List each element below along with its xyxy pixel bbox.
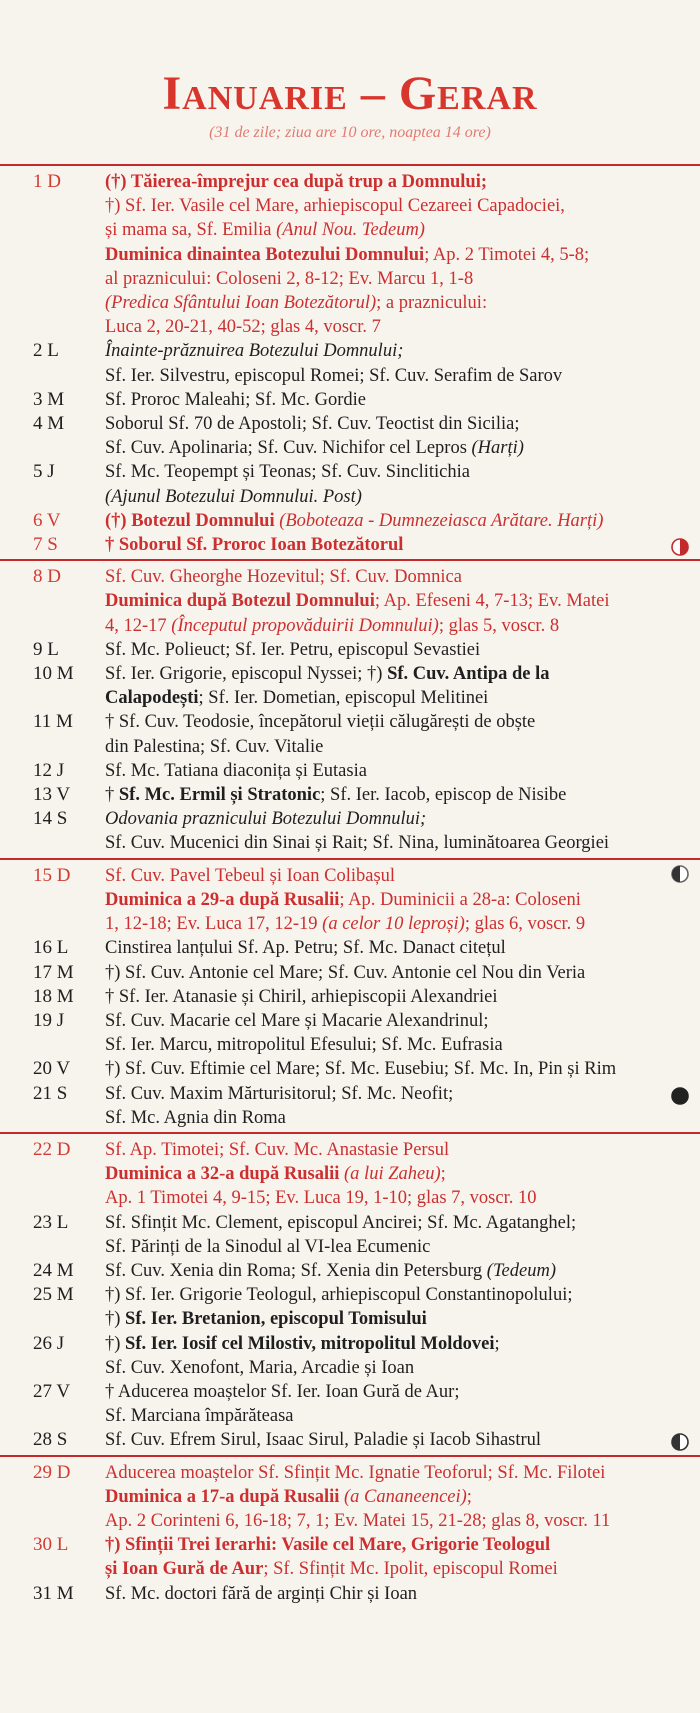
day-label: 29 D: [33, 1461, 71, 1483]
entry-line: [105, 614, 685, 638]
entry-line: [105, 831, 685, 855]
day-row: [0, 807, 700, 855]
entry-segment: ; Sf. Ier. Dometian, episcopul Melitinei: [198, 688, 489, 709]
day-label: 28 S: [33, 1429, 68, 1451]
day-label: 9 L: [33, 638, 59, 660]
day-row: [0, 1283, 700, 1331]
day-label: 8 D: [33, 566, 61, 588]
day-label: 24 M: [33, 1259, 74, 1281]
day-label: 17 M: [33, 961, 74, 983]
entry-line: [105, 291, 685, 315]
month-subtitle: (31 de zile; ziua are 10 ore, noaptea 14 ore): [209, 124, 491, 141]
entry-segment: (a lui Zaheu): [344, 1164, 441, 1185]
entry-segment: al praznicului: Coloseni 2, 8-12; Ev. Marcu 1, 1-8: [105, 268, 474, 289]
entry-line: [105, 1509, 685, 1533]
day-label: 7 S: [33, 534, 58, 556]
day-row: [0, 1259, 700, 1283]
day-label: 18 M: [33, 985, 74, 1007]
day-row: [0, 783, 700, 807]
entry-line: [105, 412, 685, 436]
day-entries: [105, 533, 685, 557]
day-label: 31 M: [33, 1582, 74, 1604]
entry-line: [105, 243, 685, 267]
day-entries: [105, 1082, 685, 1130]
entry-line: [105, 1235, 685, 1259]
entry-line: [105, 1428, 685, 1452]
entry-segment: Sf. Mc. Agnia din Roma: [105, 1107, 286, 1128]
day-row: [0, 858, 700, 937]
entry-line: [105, 1211, 685, 1235]
entry-segment: (†) Tăierea-împrejur cea după trup a Domnului;: [105, 172, 487, 192]
day-label: 16 L: [33, 937, 69, 959]
day-row: [0, 339, 700, 387]
day-entries: [105, 1138, 685, 1211]
day-entries: [105, 388, 685, 412]
day-row: [0, 1428, 700, 1452]
day-label: 11 M: [33, 711, 73, 733]
entry-line: [105, 662, 685, 686]
day-label: 3 M: [33, 388, 65, 410]
month-title: Ianuarie – Gerar: [162, 67, 538, 120]
entry-segment: Sf. Ier. Grigorie, episcopul Nyssei; †): [105, 664, 388, 685]
day-entries: [105, 638, 685, 662]
entry-line: [105, 436, 685, 460]
entry-segment: † Sf. Ier. Atanasie și Chiril, arhiepiscopii Alexandriei: [105, 986, 498, 1007]
entry-line: [105, 1557, 685, 1581]
entry-segment: Înainte-prăznuirea Botezului Domnului;: [105, 341, 404, 362]
day-label: 19 J: [33, 1009, 65, 1031]
entry-segment: Soborul Sf. 70 de Apostoli; Sf. Cuv. Teoctist din Sicilia;: [105, 414, 520, 435]
entry-segment: (Tedeum): [486, 1260, 556, 1281]
entry-line: [105, 1186, 685, 1210]
entry-segment: Sf. Cuv. Mucenici din Sinai și Rait; Sf. Nina, luminătoarea Georgiei: [105, 833, 610, 854]
day-entries: [105, 1211, 685, 1259]
entry-segment: †) Sf. Ier. Vasile cel Mare, arhiepiscopul Cezareei Capadociei,: [105, 196, 565, 217]
day-label: 21 S: [33, 1082, 68, 1104]
entry-segment: Sf. Mc. Teopempt și Teonas; Sf. Cuv. Sinclitichia: [105, 462, 470, 483]
day-row: [0, 1533, 700, 1581]
entry-line: [105, 170, 685, 194]
day-label: 15 D: [33, 864, 71, 886]
day-row: [0, 1132, 700, 1211]
day-row: [0, 388, 700, 412]
day-row: [0, 961, 700, 985]
day-label: 30 L: [33, 1534, 69, 1556]
entry-segment: Sf. Părinți de la Sinodul al VI-lea Ecumenic: [105, 1236, 431, 1257]
entry-segment: Sf. Ier. Bretanion, episcopul Tomisului: [125, 1309, 427, 1330]
day-row: [0, 164, 700, 339]
entry-segment: Duminica a 17-a după Rusalii: [105, 1486, 345, 1507]
day-entries: [105, 783, 685, 807]
entry-line: [105, 1033, 685, 1057]
entry-segment: †) Sf. Cuv. Eftimie cel Mare; Sf. Mc. Eusebiu; Sf. Mc. In, Pin și Rim: [105, 1059, 617, 1080]
day-entries: [105, 1380, 685, 1428]
day-entries: [105, 662, 685, 710]
entry-segment: Sf. Cuv. Antipa de la: [387, 664, 550, 685]
entry-line: [105, 710, 685, 734]
day-label: 26 J: [33, 1332, 65, 1354]
day-row: [0, 1211, 700, 1259]
entry-segment: Ap. 1 Timotei 4, 9-15; Ev. Luca 19, 1-10; glas 7, voscr. 10: [105, 1188, 537, 1209]
entry-segment: Aducerea moaștelor Sf. Sfințit Mc. Ignatie Teoforul; Sf. Mc. Filotei: [105, 1462, 606, 1483]
moon-phase-full-icon: [670, 864, 690, 884]
entry-line: [105, 638, 685, 662]
day-label: 23 L: [33, 1211, 69, 1233]
day-row: [0, 1082, 700, 1130]
entry-segment: Sf. Mc. Polieuct; Sf. Ier. Petru, episcopul Sevastiei: [105, 639, 481, 660]
entry-segment: ; Ap. Duminicii a 28-a: Coloseni: [339, 889, 581, 910]
entry-line: [105, 759, 685, 783]
calendar-list: [0, 162, 700, 1606]
day-entries: [105, 759, 685, 783]
entry-segment: (Ajunul Botezului Domnului. Post): [105, 486, 362, 507]
entry-segment: 1, 12-18; Ev. Luca 17, 12-19: [105, 914, 323, 935]
entry-segment: Sf. Cuv. Macarie cel Mare și Macarie Alexandrinul;: [105, 1010, 489, 1031]
day-entries: [105, 339, 685, 387]
entry-line: [105, 1259, 685, 1283]
entry-segment: Ap. 2 Corinteni 6, 16-18; 7, 1; Ev. Matei 15, 21-28; glas 8, voscr. 11: [105, 1510, 611, 1531]
entry-segment: †): [105, 1333, 126, 1354]
day-label: 12 J: [33, 759, 65, 781]
entry-line: [105, 1485, 685, 1509]
day-row: [0, 1332, 700, 1380]
entry-line: [105, 485, 685, 509]
day-entries: [105, 170, 685, 339]
day-row: [0, 1057, 700, 1081]
day-entries: [105, 936, 685, 960]
entry-segment: † Soborul Sf. Proroc Ioan Botezătorul: [105, 535, 404, 556]
entry-line: [105, 1582, 685, 1606]
entry-segment: ; Sf. Sfințit Mc. Ipolit, episcopul Romei: [263, 1559, 558, 1580]
entry-line: [105, 686, 685, 710]
entry-line: [105, 388, 685, 412]
day-row: [0, 985, 700, 1009]
day-row: [0, 533, 700, 557]
entry-segment: Sf. Ier. Marcu, mitropolitul Efesului; Sf. Mc. Eufrasia: [105, 1035, 503, 1056]
entry-line: [105, 1332, 685, 1356]
entry-line: [105, 194, 685, 218]
entry-line: [105, 735, 685, 759]
entry-segment: (Începutul propovăduirii Domnului): [171, 615, 439, 636]
entry-segment: †) Sfinții Trei Ierarhi: Vasile cel Mare, Grigorie Teologul: [105, 1535, 551, 1556]
entry-line: [105, 1082, 685, 1106]
entry-line: [105, 1106, 685, 1130]
entry-line: [105, 961, 685, 985]
day-entries: [105, 1461, 685, 1534]
entry-segment: Sf. Cuv. Xenia din Roma; Sf. Xenia din Petersburg: [105, 1260, 487, 1281]
entry-line: [105, 339, 685, 363]
entry-segment: Duminica după Botezul Domnului: [105, 591, 375, 612]
day-entries: [105, 412, 685, 460]
entry-segment: ;: [466, 1486, 472, 1507]
entry-segment: Sf. Ap. Timotei; Sf. Cuv. Mc. Anastasie Persul: [105, 1139, 450, 1160]
day-row: [0, 710, 700, 758]
day-label: 1 D: [33, 171, 61, 192]
day-entries: [105, 1057, 685, 1081]
entry-segment: ; glas 5, voscr. 8: [438, 615, 560, 636]
day-label: 6 V: [33, 509, 61, 531]
day-entries: [105, 864, 685, 937]
day-entries: [105, 1283, 685, 1331]
entry-line: [105, 533, 685, 557]
day-label: 25 M: [33, 1284, 74, 1306]
entry-segment: ; glas 6, voscr. 9: [464, 914, 586, 935]
entry-segment: (†) Botezul Domnului: [105, 510, 280, 531]
entry-segment: Sf. Cuv. Xenofont, Maria, Arcadie și Ioan: [105, 1357, 415, 1378]
entry-segment: Sf. Ier. Silvestru, episcopul Romei; Sf. Cuv. Serafim de Sarov: [105, 365, 563, 386]
day-entries: [105, 1332, 685, 1380]
entry-line: [105, 864, 685, 888]
entry-segment: Duminica dinaintea Botezului Domnului: [105, 244, 425, 265]
entry-segment: Sf. Sfințit Mc. Clement, episcopul Ancirei; Sf. Mc. Agatanghel;: [105, 1212, 577, 1233]
day-entries: [105, 1582, 685, 1606]
moon-phase-new-icon: [670, 1432, 690, 1452]
day-row: [0, 638, 700, 662]
day-entries: [105, 710, 685, 758]
entry-line: [105, 807, 685, 831]
day-entries: [105, 1428, 685, 1452]
entry-segment: ; a praznicului:: [376, 293, 488, 314]
entry-segment: Cinstirea lanțului Sf. Ap. Petru; Sf. Mc. Danact citețul: [105, 938, 506, 959]
day-row: [0, 662, 700, 710]
entry-line: [105, 1057, 685, 1081]
day-row: [0, 559, 700, 638]
entry-segment: (Predica Sfântului Ioan Botezătorul): [105, 293, 377, 314]
day-label: 4 M: [33, 413, 65, 435]
day-label: 13 V: [33, 784, 71, 806]
entry-line: [105, 589, 685, 613]
entry-line: [105, 218, 685, 242]
entry-segment: (a Cananeencei): [344, 1486, 467, 1507]
entry-line: [105, 888, 685, 912]
entry-segment: ; Ap. Efeseni 4, 7-13; Ev. Matei: [374, 591, 610, 612]
day-row: [0, 1582, 700, 1606]
entry-segment: ;: [494, 1333, 500, 1354]
entry-segment: Sf. Cuv. Apolinaria; Sf. Cuv. Nichifor cel Lepros: [105, 438, 472, 459]
entry-line: [105, 985, 685, 1009]
entry-segment: Duminica a 29-a după Rusalii: [105, 889, 340, 910]
moon-phase-first-icon: [670, 537, 690, 557]
entry-line: [105, 783, 685, 807]
entry-segment: †: [105, 785, 119, 806]
day-entries: [105, 565, 685, 638]
day-entries: [105, 807, 685, 855]
entry-segment: (Anul Nou. Tedeum): [276, 220, 425, 241]
entry-segment: †): [105, 1309, 126, 1330]
entry-line: [105, 565, 685, 589]
entry-segment: † Aducerea moaștelor Sf. Ier. Ioan Gură de Aur;: [105, 1381, 460, 1402]
day-row: [0, 936, 700, 960]
entry-line: [105, 1356, 685, 1380]
entry-segment: Duminica a 32-a după Rusalii: [105, 1164, 345, 1185]
day-row: [0, 460, 700, 508]
entry-line: [105, 912, 685, 936]
entry-segment: Sf. Cuv. Gheorghe Hozevitul; Sf. Cuv. Domnica: [105, 567, 462, 588]
day-label: 5 J: [33, 461, 55, 483]
entry-segment: Sf. Marciana împărăteasa: [105, 1406, 294, 1427]
day-entries: [105, 509, 685, 533]
entry-line: [105, 460, 685, 484]
calendar-header: [0, 0, 700, 141]
day-label: 2 L: [33, 340, 59, 362]
entry-segment: † Sf. Cuv. Teodosie, începătorul vieții călugărești de obște: [105, 712, 536, 733]
day-label: 27 V: [33, 1380, 71, 1402]
day-entries: [105, 1533, 685, 1581]
day-row: [0, 509, 700, 533]
entry-segment: și Ioan Gură de Aur: [105, 1559, 264, 1580]
entry-line: [105, 1009, 685, 1033]
entry-line: [105, 509, 685, 533]
entry-line: [105, 1307, 685, 1331]
entry-segment: ; Sf. Ier. Iacob, episcop de Nisibe: [320, 785, 567, 806]
day-row: [0, 1380, 700, 1428]
entry-segment: †) Sf. Ier. Grigorie Teologul, arhiepiscopul Constantinopolului;: [105, 1285, 573, 1306]
day-row: [0, 412, 700, 460]
entry-segment: din Palestina; Sf. Cuv. Vitalie: [105, 736, 324, 757]
day-label: 20 V: [33, 1058, 71, 1080]
entry-segment: Luca 2, 20-21, 40-52; glas 4, voscr. 7: [105, 317, 381, 338]
entry-line: [105, 1162, 685, 1186]
day-row: [0, 1455, 700, 1534]
entry-line: [105, 1138, 685, 1162]
entry-segment: și mama sa, Sf. Emilia: [105, 220, 277, 241]
day-label: 10 M: [33, 663, 74, 685]
entry-line: [105, 315, 685, 339]
entry-line: [105, 364, 685, 388]
day-entries: [105, 1259, 685, 1283]
entry-segment: Calapodești: [105, 688, 199, 709]
entry-segment: ;: [440, 1164, 446, 1185]
entry-segment: Sf. Cuv. Efrem Sirul, Isaac Sirul, Paladie și Iacob Sihastrul: [105, 1430, 542, 1451]
entry-segment: Sf. Ier. Iosif cel Milostiv, mitropolitul Moldovei: [125, 1333, 495, 1354]
entry-line: [105, 1533, 685, 1557]
day-entries: [105, 460, 685, 508]
day-row: [0, 1009, 700, 1057]
entry-segment: ; Ap. 2 Timotei 4, 5-8;: [424, 244, 590, 265]
entry-segment: Sf. Mc. doctori fără de arginți Chir și Ioan: [105, 1583, 418, 1604]
day-entries: [105, 961, 685, 985]
entry-segment: (Harți): [471, 438, 524, 459]
entry-line: [105, 267, 685, 291]
entry-line: [105, 1404, 685, 1428]
entry-line: [105, 1283, 685, 1307]
entry-segment: (Boboteaza - Dumnezeiasca Arătare. Harți): [279, 510, 604, 531]
moon-phase-last-icon: [670, 1086, 690, 1106]
entry-segment: Sf. Cuv. Maxim Mărturisitorul; Sf. Mc. Neofit;: [105, 1083, 454, 1104]
entry-segment: (a celor 10 leproși): [322, 914, 465, 935]
day-label: 14 S: [33, 808, 68, 830]
entry-line: [105, 936, 685, 960]
day-entries: [105, 1009, 685, 1057]
entry-segment: 4, 12-17: [105, 615, 172, 636]
entry-line: [105, 1461, 685, 1485]
entry-segment: Sf. Proroc Maleahi; Sf. Mc. Gordie: [105, 389, 367, 410]
day-label: 22 D: [33, 1138, 71, 1160]
entry-segment: Odovania praznicului Botezului Domnului;: [105, 809, 427, 830]
entry-segment: Sf. Mc. Ermil și Stratonic: [118, 785, 321, 806]
day-entries: [105, 985, 685, 1009]
entry-segment: †) Sf. Cuv. Antonie cel Mare; Sf. Cuv. Antonie cel Nou din Veria: [105, 962, 586, 983]
entry-segment: Sf. Mc. Tatiana diaconița și Eutasia: [105, 760, 367, 781]
entry-line: [105, 1380, 685, 1404]
day-row: [0, 759, 700, 783]
entry-segment: Sf. Cuv. Pavel Tebeul și Ioan Colibașul: [105, 865, 396, 886]
